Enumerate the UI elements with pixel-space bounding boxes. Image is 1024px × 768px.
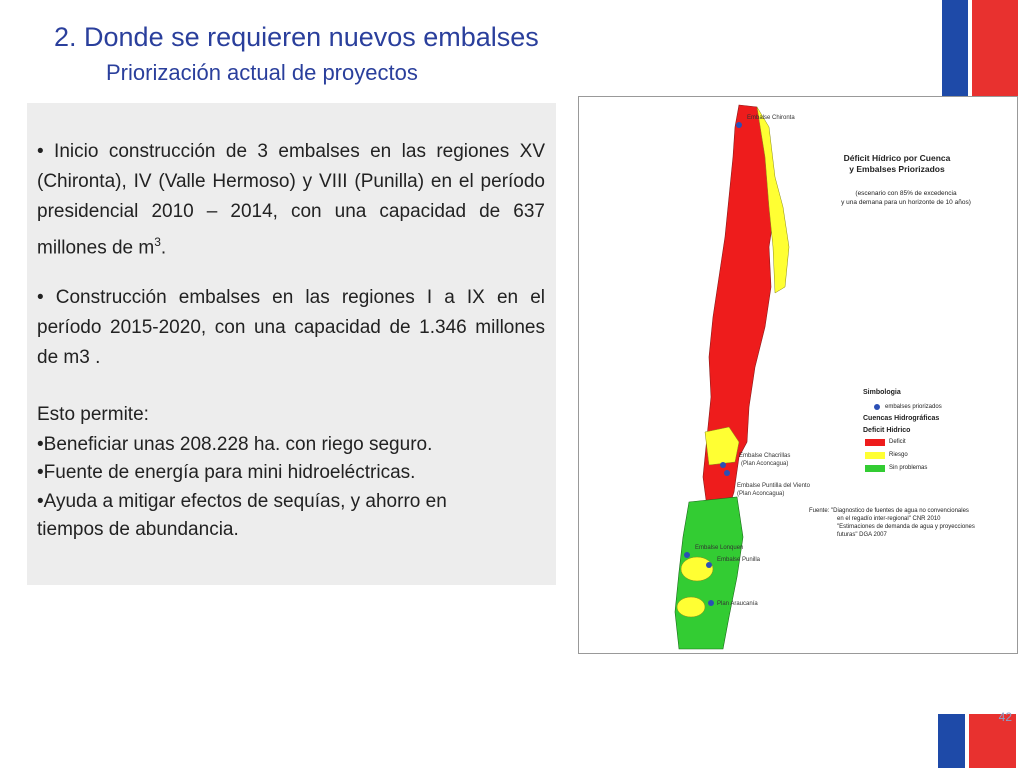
legend-swatch-risk bbox=[865, 452, 885, 459]
legend-title: Simbologia bbox=[863, 389, 901, 396]
legend-swatch-ok bbox=[865, 465, 885, 472]
legend-label-ok: Sin problemas bbox=[889, 465, 928, 471]
legend-label-risk: Riesgo bbox=[889, 452, 908, 458]
reservoir-dot-araucania bbox=[708, 600, 714, 606]
label-araucania: Plan Araucanía bbox=[717, 601, 758, 607]
intro-text: Esto permite: bbox=[37, 404, 149, 425]
map-scenario: (escenario con 85% de excedencia y una demana para un horizonte de 10 años) bbox=[841, 190, 971, 206]
legend-swatch-deficit bbox=[865, 439, 885, 446]
label-punilla: Embalse Punilla bbox=[717, 557, 761, 563]
reservoir-dot-punilla bbox=[706, 562, 712, 568]
chile-deficit-map bbox=[578, 96, 1018, 654]
legend-label-deficit: Deficit bbox=[889, 439, 906, 445]
label-puntilla-plan: (Plan Aconcagua) bbox=[737, 491, 785, 497]
reservoir-dot-puntilla bbox=[724, 470, 730, 476]
legend-dot-label: embalses priorizados bbox=[885, 404, 942, 410]
label-chacrillas: Embalse Chacrillas bbox=[739, 453, 791, 459]
benefit-item-3-cont: tiempos de abundancia. bbox=[37, 519, 239, 540]
map-title: Déficit Hídrico por Cuenca y Embalses Priorizados bbox=[843, 153, 951, 174]
page-subtitle: Priorización actual de proyectos bbox=[106, 60, 418, 85]
flag-decoration-top bbox=[942, 0, 1018, 98]
page-title: 2. Donde se requieren nuevos embalses bbox=[54, 22, 539, 52]
benefit-item-2: •Fuente de energía para mini hidroeléctricas. bbox=[37, 462, 416, 483]
label-chacrillas-plan: (Plan Aconcagua) bbox=[741, 461, 789, 467]
page-number: 42 bbox=[998, 710, 1012, 724]
legend-reservoir-dot bbox=[874, 404, 880, 410]
risk-patch-1 bbox=[681, 557, 713, 581]
risk-patch-2 bbox=[677, 597, 705, 617]
benefit-item-3: •Ayuda a mitigar efectos de sequías, y ahorro en bbox=[37, 491, 447, 512]
legend-basins: Cuencas Hidrográficas bbox=[863, 415, 940, 422]
text-panel bbox=[27, 103, 556, 585]
reservoir-dot-lonquen bbox=[684, 552, 690, 558]
bullet-construction-2010: • Inicio construcción de 3 embalses en las regiones XV (Chironta), IV (Valle Hermoso) y VIII (Punilla) en el período presidencial 2010 – 2014, con una capacidad de 637 millones de $m^3$. bbox=[37, 141, 545, 259]
legend-deficit: Deficit Hidrico bbox=[863, 427, 911, 434]
label-chironta: Embalse Chironta bbox=[747, 115, 795, 121]
chile-map-shape bbox=[579, 97, 1017, 653]
benefit-item-1: •Beneficiar unas 208.228 ha. con riego seguro. bbox=[37, 434, 433, 455]
bullet-construction-2015: • Construcción embalses en las regiones I a IX en el período 2015-2020, con una capacidad de 1.346 millones de m3 . bbox=[37, 287, 545, 368]
reservoir-dot-chacrillas bbox=[720, 462, 726, 468]
map-source: Fuente: "Diagnostico de fuentes de agua no convencionales en el regadío inter-regional" CNR 2010 "Estimaciones de demanda de agua y proyecciones futuras" DGA 2007 bbox=[809, 508, 975, 538]
label-lonquen: Embalse Lonquen bbox=[695, 545, 744, 551]
reservoir-dot-chironta bbox=[736, 122, 742, 128]
label-puntilla: Embalse Puntilla del Viento bbox=[737, 483, 810, 489]
